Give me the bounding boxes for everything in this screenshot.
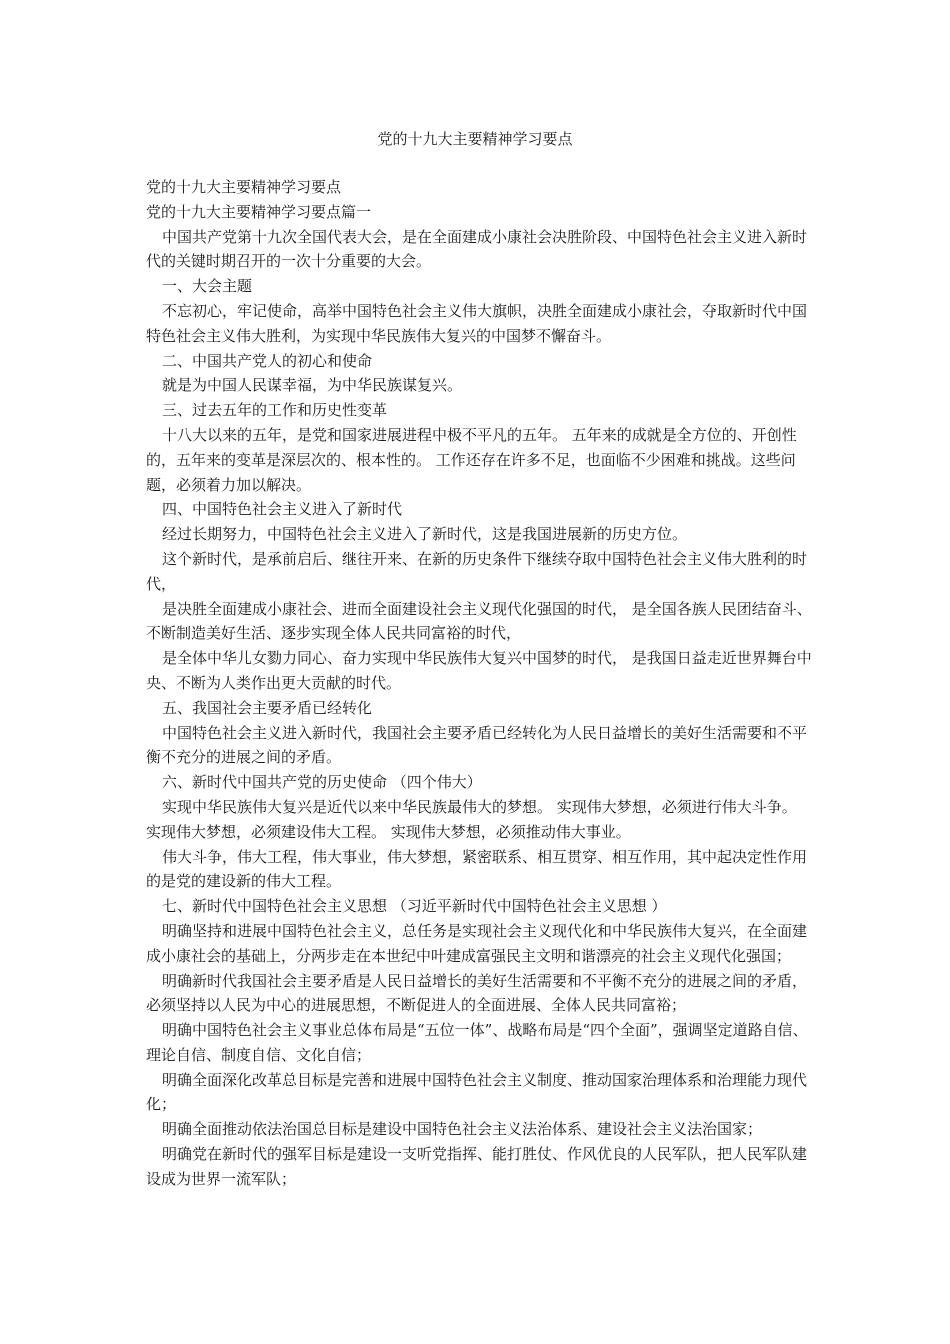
paragraph: 一、大会主题 — [162, 277, 253, 296]
paragraph: 七、新时代中国特色社会主义思想 （习近平新时代中国特色社会主义思想 ） — [162, 897, 667, 916]
paragraph: 明确新时代我国社会主要矛盾是人民日益增长的美好生活需要和不平衡不充分的进展之间的矛盾，必须坚持以人民为中心的进展思想，不断促进人的全面进展、全体人民共同富裕； — [146, 971, 808, 1015]
paragraph: 党的十九大主要精神学习要点篇一 — [146, 202, 372, 221]
paragraph: 明确党在新时代的强军目标是建设一支听党指挥、能打胜仗、作风优良的人民军队，把人民军队建设成为世界一流军队； — [146, 1145, 808, 1188]
paragraph: 六、新时代中国共产党的历史使命 （四个伟大） — [162, 773, 482, 792]
paragraph: 四、中国特色社会主义进入了新时代 — [162, 500, 403, 519]
paragraph: 党的十九大主要精神学习要点 — [146, 178, 342, 196]
paragraph: 五、我国社会主要矛盾已经转化 — [162, 698, 373, 717]
paragraph: 中国共产党第十九次全国代表大会，是在全面建成小康社会决胜阶段、中国特色社会主义进入新时代的关键时期召开的一次十分重要的大会。 — [146, 227, 808, 271]
document-body — [146, 175, 814, 1192]
paragraph: 就是为中国人民谋幸福，为中华民族谋复兴。 — [162, 376, 463, 395]
paragraph: 明确中国特色社会主义事业总体布局是“五位一体”、战略布局是“四个全面”，强调坚定道路自信、理论自信、制度自信、文化自信； — [146, 1021, 808, 1064]
paragraph: 这个新时代，是承前启后、继往开来、在新的历史条件下继续夺取中国特色社会主义伟大胜利的时代， — [146, 549, 808, 593]
document-title: 党的十九大主要精神学习要点 — [377, 130, 573, 148]
paragraph: 经过长期努力，中国特色社会主义进入了新时代，这是我国进展新的历史方位。 — [162, 525, 688, 544]
paragraph: 二、中国共产党人的初心和使命 — [162, 351, 373, 370]
paragraph: 伟大斗争，伟大工程，伟大事业，伟大梦想，紧密联系、相互贯穿、相互作用，其中起决定性作用的是党的建设新的伟大工程。 — [146, 847, 808, 891]
paragraph: 十八大以来的五年，是党和国家进展进程中极不平凡的五年。 五年来的成就是全方位的、开创性的，五年来的变革是深层次的、根本性的。 工作还存在许多不足，也面临不少困难和挑战。这些问题，必须着力加以解决。 — [146, 425, 797, 494]
paragraph: 中国特色社会主义进入新时代，我国社会主要矛盾已经转化为人民日益增长的美好生活需要和不平衡不充分的进展之间的矛盾。 — [146, 723, 808, 767]
paragraph: 明确全面推动依法治国总目标是建设中国特色社会主义法治体系、建设社会主义法治国家； — [162, 1120, 763, 1139]
paragraph: 是决胜全面建成小康社会、进而全面建设社会主义现代化强国的时代， 是全国各族人民团结奋斗、不断制造美好生活、逐步实现全体人民共同富裕的时代， — [146, 599, 812, 643]
paragraph: 明确坚持和进展中国特色社会主义，总任务是实现社会主义现代化和中华民族伟大复兴，在全面建成小康社会的基础上，分两步走在本世纪中叶建成富强民主文明和谐漂亮的社会主义现代化强国； — [146, 921, 808, 965]
paragraph: 三、过去五年的工作和历史性变革 — [162, 401, 388, 420]
paragraph: 实现中华民族伟大复兴是近代以来中华民族最伟大的梦想。 实现伟大梦想，必须进行伟大斗争。 实现伟大梦想，必须建设伟大工程。 实现伟大梦想，必须推动伟大事业。 — [146, 797, 797, 841]
paragraph: 明确全面深化改革总目标是完善和进展中国特色社会主义制度、推动国家治理体系和治理能力现代化； — [146, 1070, 808, 1114]
paragraph: 不忘初心，牢记使命，高举中国特色社会主义伟大旗帜，决胜全面建成小康社会，夺取新时代中国特色社会主义伟大胜利，为实现中华民族伟大复兴的中国梦不懈奋斗。 — [146, 301, 808, 345]
paragraph: 是全体中华儿女勠力同心、奋力实现中华民族伟大复兴中国梦的时代， 是我国日益走近世界舞台中央、不断为人类作出更大贡献的时代。 — [146, 649, 812, 692]
